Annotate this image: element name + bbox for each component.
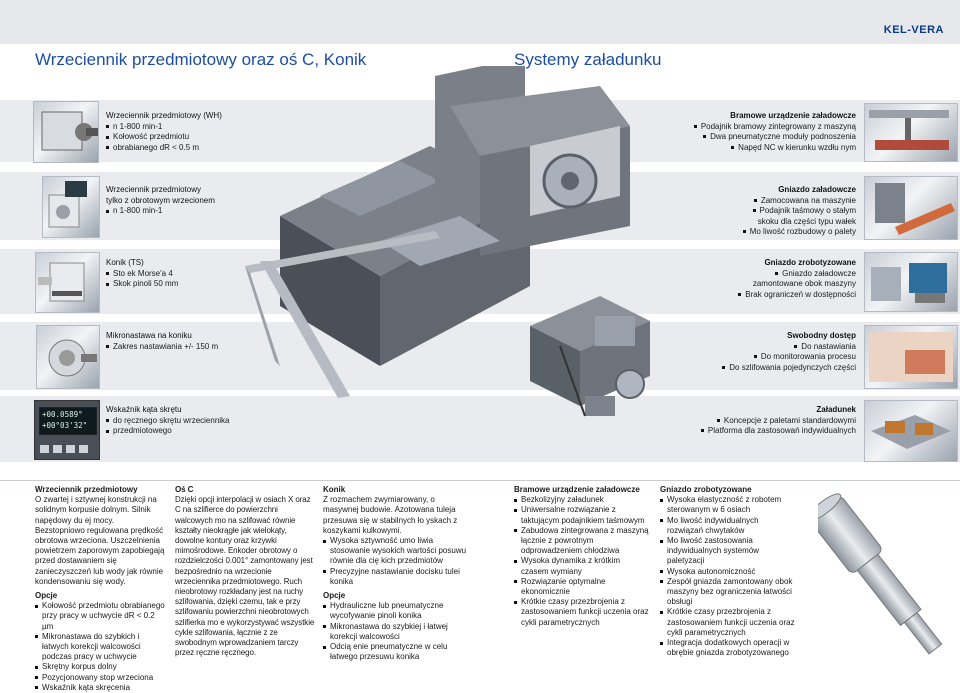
caption-right-1: Bramowe urządzenie załadowcze Podajnik bramowy zintegrowany z maszyną Dwa pneumatyczne moduły podnoszenia Napęd NC w kierunku wzdłu nym	[672, 111, 856, 153]
column-robot-cell: Gniazdo zrobotyzowane Wysoka elastyczność z robotem sterowanym w 6 osiach Mo liwość indywidualnych rozwiązań chwytaków Mo liwość zastosowania indywidualnych systemów paletyzacji Wysoka autonomiczność Zespół gniazda zamontowany obok maszyny bez ograniczenia łatwości obsługi Krótkie czasy przezbrojenia z zastosowaniem funkcji uczenia oraz cykli parametrycznych Integracja dodatkowych operacji w obrębie gniazda zrobotyzowanego	[660, 485, 795, 658]
caption-left-1: Wrzeciennik przedmiotowy (WH) n 1-800 min-1 Kołowość przedmiotu obrabianego dR < 0.5 m	[106, 111, 266, 153]
caption-right-2: Gniazdo załadowcze Zamocowana na maszynie Podajnik taśmowy o stałym skoku dla części typu wałek Mo liwość rozbudowy o palety	[672, 185, 856, 238]
thumb-micro-adjust	[36, 325, 100, 389]
thumb-tailstock	[35, 252, 100, 313]
caption-right-4: Swobodny dostęp Do nastawiania Do monitorowania procesu Do szlifowania pojedynczych części	[672, 331, 856, 373]
thumb-workhead-rotating	[42, 176, 100, 238]
caption-left-5: Wskaźnik kąta skrętu do ręcznego skrętu wrzeciennika przedmiotowego	[106, 405, 266, 437]
thumb-robot-cell	[864, 252, 958, 312]
caption-left-4: Mikronastawa na koniku Zakres nastawiania +/- 150 m	[106, 331, 266, 352]
machine-illustration	[200, 66, 720, 466]
spindle-part-illustration	[818, 492, 948, 667]
thumb-gantry-loader	[864, 103, 958, 162]
thumb-angle-indicator	[34, 400, 100, 460]
thumb-pallet-loading	[864, 400, 958, 462]
thumb-loading-cell	[864, 176, 958, 240]
column-c-axis: Oś C Dzięki opcji interpolacji w osiach X oraz C na szlifierce do powierzchni walcowych mo na szlifować równie kształty nieokrągłe jak wielokąty, dowolne kontury oraz krzywki mimośrodowe. Enkoder obrotowy o rozdzielczości 0.001° zamontowany jest bezpośrednio na wrzecionie wrzeciennika przedmiotowego. Ruch nieobrotowy rozkładany jest na ruchy szlifowania, dzięki czemu, tak e przy szlifowaniu powierzchni nieobrotowych szlifierka mo e wykorzystywać wszystkie cykle szlifowania, łącznie z ze swobodnym wprowadzaniem tarczy przez ręczne ręcznego.	[175, 485, 315, 658]
column-gantry: Bramowe urządzenie załadowcze Bezkolizyjny załadunek Uniwersalne rozwiązanie z taktującym podajnikiem taśmowym Zabudowa zintegrowana z maszyną łącznie z powrotnym odprowadzeniem chłodziwa Wysoka dynamika z krótkim czasem wymiany Rozwiązanie optymalne ekonomicznie Krótkie czasy przezbrojenia z zastosowaniem funkcji uczenia oraz cykli parametrycznych	[514, 485, 649, 627]
display-line-2: +00°03'32"	[42, 421, 88, 430]
top-bar	[0, 0, 960, 44]
column-tailstock: Konik Z rozmachem zwymiarowany, o masywnej budowie. Azotowana tuleja przesuwa się w stabilnych ło yskach z koszykami kulkowymi. Wysoka sztywność umo liwia stosowanie wysokich wartości posuwu równie dla cię kich przedmiotów Precyzyjne nastawianie docisku tulei konika Opcje Hydrauliczne lub pneumatyczne wycofywanie pinoli konika Mikronastawa do szybkiej i łatwej korekcji walcowości Odcią enie pneumatyczne w celu łatwego przesuwu konika	[323, 485, 471, 662]
title-right: Systemy załadunku	[514, 50, 662, 69]
caption-right-3: Gniazdo zrobotyzowane Gniazdo załadowcze zamontowane obok maszyny Brak ograniczeń w dostępności	[672, 258, 856, 300]
caption-left-3: Konik (TS) Sto ek Morse'a 4 Skok pinoli 50 mm	[106, 258, 266, 290]
caption-left-2: Wrzeciennik przedmiotowy tylko z obrotowym wrzecionem n 1-800 min-1	[106, 185, 266, 217]
column-workhead: Wrzeciennik przedmiotowy O zwartej i sztywnej konstrukcji na solidnym korpusie dolnym. Silnik napędowy du ej mocy. Bezstopniowo regulowana prędkość obrotowa wrzeciona. Uszczelnienia powietrzem zaporowym zapobiegają przed dostawaniem się zanieczyszczeń lub wody jak równie kondensowaniu się wody. Opcje Kołowość przedmiotu obrabianego przy pracy w uchwycie dR < 0.2 µm Mikronastawa do szybkich i łatwych korekcji walcowości podczas pracy w uchwycie Skrętny korpus dolny Pozycjonowany stop wrzeciona Wskaźnik kąta skręcenia	[35, 485, 165, 692]
thumb-free-access	[864, 325, 958, 389]
title-left: Wrzeciennik przedmiotowy oraz oś C, Konik	[35, 50, 367, 69]
divider	[0, 480, 960, 481]
thumb-workhead-wh	[33, 101, 99, 163]
brand-logo: KEL-VERA	[883, 24, 944, 36]
caption-right-5: Załadunek Koncepcje z paletami standardowymi Platforma dla zastosowań indywidualnych	[672, 405, 856, 437]
display-line-1: +00.0589°	[42, 410, 83, 419]
